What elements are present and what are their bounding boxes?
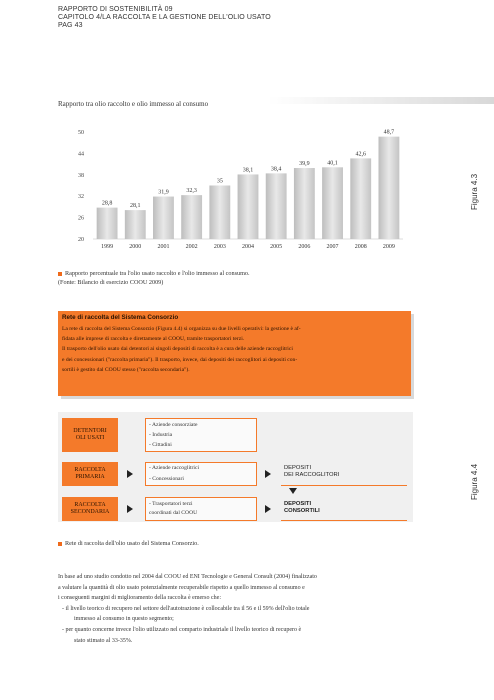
list-item: - Cittadini xyxy=(149,442,172,448)
y-tick-label: 26 xyxy=(78,215,84,222)
dest-label: DEPOSITI xyxy=(284,465,312,471)
x-tick-label: 2002 xyxy=(185,244,198,250)
dest-label: DEPOSITI xyxy=(284,501,312,507)
info-box-body xyxy=(62,324,407,375)
x-tick-label: 2001 xyxy=(157,244,170,250)
secondaria-box xyxy=(62,497,118,521)
depositi-raccoglitori xyxy=(281,462,407,486)
figure-label: Figura 4.3 xyxy=(470,173,479,210)
data-label: 31,9 xyxy=(158,189,169,196)
bar xyxy=(153,197,174,239)
y-tick-label: 32 xyxy=(78,194,84,201)
paragraph-line: i conseguenti margini di miglioramento della raccolta è emerso che: xyxy=(58,595,221,602)
info-box-title: Rete di raccolta del Sistema Consorzio xyxy=(62,314,179,321)
data-label: 42,6 xyxy=(355,151,366,158)
x-tick-label: 2009 xyxy=(382,244,395,250)
x-tick-label: 2008 xyxy=(354,244,367,250)
figure-caption xyxy=(58,540,199,547)
data-label: 38,4 xyxy=(270,166,282,173)
info-box-line: fidata alle imprese di raccolta e direttamente al COOU, tramite trasportatori terzi. xyxy=(62,336,245,343)
bullet-line: - per quanto concerne invece l'olio utilizzato nel comparto industriale il livello teorico di recupero è xyxy=(62,626,302,633)
data-label: 39,9 xyxy=(299,161,310,168)
primaria-items xyxy=(145,462,257,486)
detentori-box xyxy=(62,418,118,452)
secondaria-label: RACCOLTA xyxy=(74,502,106,508)
x-tick-label: 2004 xyxy=(242,244,254,250)
x-tick-label: 2003 xyxy=(213,244,226,250)
bar xyxy=(181,195,202,239)
body-paragraph xyxy=(58,572,414,646)
detentori-label: DETENTORI xyxy=(73,428,107,434)
bullet-line: stato stimato al 33-35%. xyxy=(74,637,133,644)
data-label: 35 xyxy=(216,178,223,185)
info-box xyxy=(58,311,411,396)
list-item: - Trasportatori terzi xyxy=(149,501,193,507)
figure-label: Figura 4.4 xyxy=(470,463,479,500)
arrow-right-icon xyxy=(265,505,271,513)
caption-marker xyxy=(58,542,62,546)
x-tick-label: 2007 xyxy=(326,244,339,250)
caption-text: Rapporto percentuale tra l'olio usato raccolto e l'olio immesso al consumo. xyxy=(65,270,250,277)
secondaria-items xyxy=(145,497,257,521)
x-tick-label: 2005 xyxy=(270,244,283,250)
depositi-consortili xyxy=(281,497,407,521)
bar xyxy=(125,210,146,239)
secondaria-label: SECONDARIA xyxy=(70,509,110,515)
y-tick-label: 38 xyxy=(78,172,84,179)
data-label: 28,8 xyxy=(101,200,113,207)
arrow-right-icon xyxy=(265,470,271,478)
data-label: 38,1 xyxy=(242,167,254,174)
list-item: - Industria xyxy=(149,432,173,438)
primaria-label: PRIMARIA xyxy=(75,474,105,480)
title-rule xyxy=(268,97,494,104)
y-tick-label: 50 xyxy=(78,130,84,136)
bar xyxy=(350,158,371,239)
arrow-right-icon xyxy=(127,470,133,478)
x-tick-label: 2006 xyxy=(298,244,311,250)
page-number: PAG 43 xyxy=(58,22,83,29)
caption-marker xyxy=(58,272,62,276)
bar xyxy=(322,167,343,239)
data-label: 40,1 xyxy=(327,160,338,167)
bullet-line: - il livello teorico di recupero nel settore dell'autotrazione è collocabile tra il 56 e il 59% dell'olio totale xyxy=(62,605,310,612)
list-item: - Aziende raccoglitrici xyxy=(149,465,200,471)
primaria-box xyxy=(62,462,118,486)
figure-source: (Fonte: Bilancio di esercizio COOU 2009) xyxy=(58,279,164,286)
figure-title: Rapporto tra olio raccolto e olio immesso al consumo xyxy=(58,100,209,108)
dest-label: CONSORTILI xyxy=(284,508,320,514)
primaria-label: RACCOLTA xyxy=(74,467,106,473)
bar xyxy=(209,186,230,240)
x-tick-label: 2000 xyxy=(129,244,142,250)
detentori-label: OLI USATI xyxy=(75,435,105,441)
data-label: 32,3 xyxy=(186,188,197,195)
list-item: - Concessionari xyxy=(149,476,184,482)
chapter-title: CAPITOLO 4/LA RACCOLTA E LA GESTIONE DELL'OLIO USATO xyxy=(58,14,271,21)
info-box-line: La rete di raccolta del Sistema Consorzio (Figura 4.4) si organizza su due livelli operativi: la gestione è af- xyxy=(62,326,301,332)
bar xyxy=(266,173,287,239)
bar xyxy=(294,168,315,239)
y-tick-label: 20 xyxy=(78,237,84,243)
bullet-line: immesso al consumo in questo segmento; xyxy=(74,616,174,623)
data-label: 48,7 xyxy=(383,129,395,136)
paragraph-line: In base ad uno studio condotto nel 2004 dal COOU ed ENI Tecnologie e General Consult (2004) finalizzato xyxy=(58,574,317,580)
caption-text: Rete di raccolta dell'olio usato del Sistema Consorzio. xyxy=(65,540,199,547)
data-label: 28,1 xyxy=(130,203,141,210)
info-box-line: Il trasporto dell'olio usato dai detentori ai singoli depositi di raccolta è a cura delle aziende raccoglitrici xyxy=(62,346,293,353)
x-tick-label: 1999 xyxy=(101,244,114,250)
detentori-items xyxy=(145,418,257,452)
info-box-line: e dei concessionari ("raccolta primaria"). Il trasporto, invece, dai depositi dei raccoglitori ai depositi con- xyxy=(62,356,298,363)
dest-label: DEI RACCOGLITORI xyxy=(284,472,340,478)
info-box-line: sortili è gestito dal COOU stesso ("raccolta secondaria"). xyxy=(62,366,190,373)
bar xyxy=(238,174,259,239)
list-item: coordinati dal COOU xyxy=(149,510,198,516)
paragraph-line: a valutare la quantità di olio usato potenzialmente recuperabile rispetto a quello immesso al consumo e xyxy=(58,584,305,591)
bar xyxy=(97,208,118,239)
arrow-down-icon xyxy=(289,488,297,494)
report-title: RAPPORTO DI SOSTENIBILITÀ 09 xyxy=(58,6,173,13)
figure-caption xyxy=(58,270,250,277)
bar-chart xyxy=(58,118,418,260)
bar xyxy=(378,137,399,239)
list-item: - Aziende consorziate xyxy=(149,422,198,428)
y-tick-label: 44 xyxy=(78,151,84,158)
arrow-right-icon xyxy=(127,505,133,513)
